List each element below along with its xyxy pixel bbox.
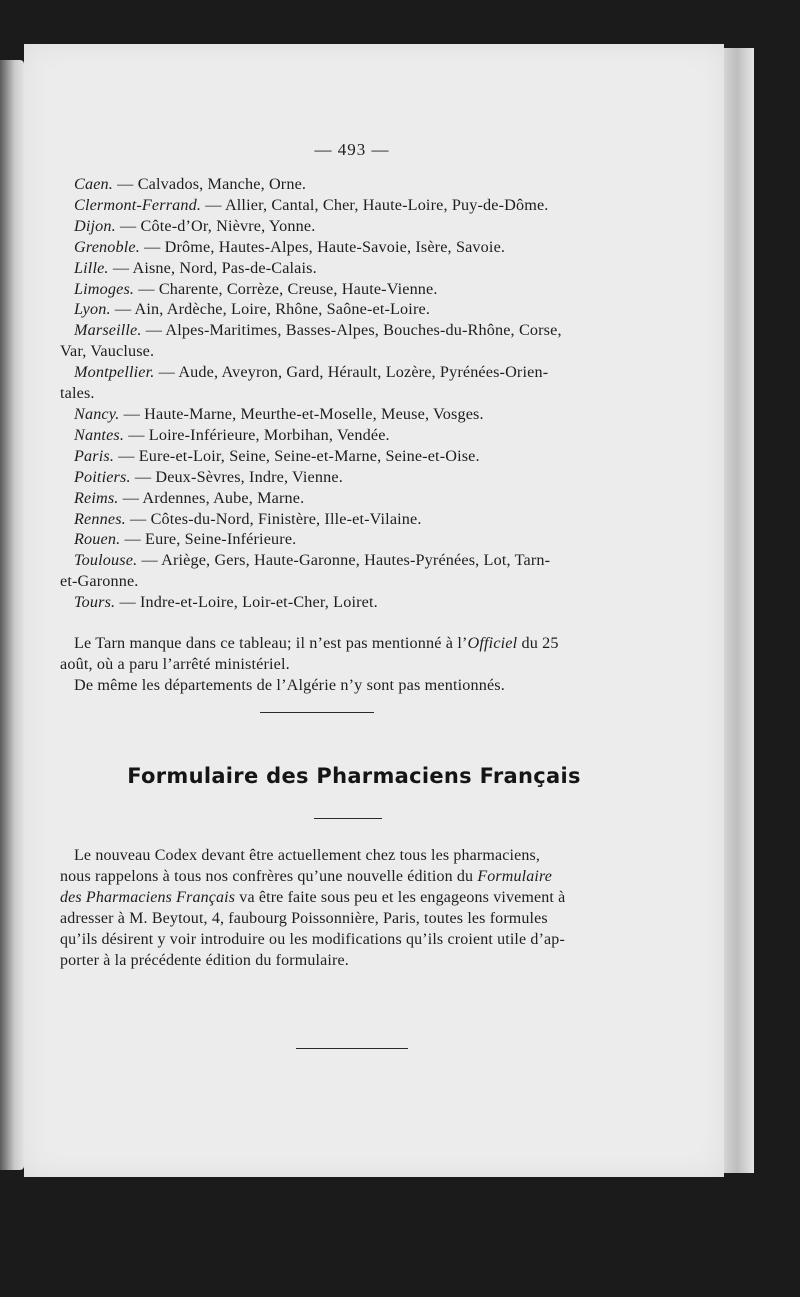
paragraph-line-5: qu’ils désirent y voir introduire ou les modifications qu’ils croient utile d’ap- xyxy=(60,930,565,948)
end-rule xyxy=(296,1048,408,1049)
district-entry xyxy=(60,550,660,571)
paragraph-line-6: porter à la précédente édition du formulaire. xyxy=(60,951,349,969)
district-city: Paris. xyxy=(74,446,115,465)
district-departments: — Haute-Marne, Meurthe-et-Moselle, Meuse, Vosges. xyxy=(119,404,484,423)
district-departments: — Drôme, Hautes-Alpes, Haute-Savoie, Isère, Savoie. xyxy=(139,237,506,256)
district-continuation: et-Garonne. xyxy=(60,572,139,591)
district-entry xyxy=(60,216,660,237)
district-entry xyxy=(60,467,660,488)
district-departments: — Charente, Corrèze, Creuse, Haute-Vienne. xyxy=(134,279,438,298)
district-city: Lille. xyxy=(74,258,109,277)
district-departments: — Ardennes, Aube, Marne. xyxy=(118,488,305,507)
district-city: Montpellier. xyxy=(74,363,155,382)
district-city: Toulouse. xyxy=(74,551,138,570)
district-city: Grenoble. xyxy=(74,237,140,256)
district-entry xyxy=(60,237,660,258)
district-entry xyxy=(60,425,660,446)
note-line-3: De même les départements de l’Algérie n’y sont pas mentionnés. xyxy=(74,675,505,694)
district-departments: — Calvados, Manche, Orne. xyxy=(112,175,307,193)
divider-rule xyxy=(260,712,374,713)
district-entry xyxy=(60,509,660,530)
district-list xyxy=(60,174,660,613)
district-entry xyxy=(60,320,660,341)
district-departments: — Eure, Seine-Inférieure. xyxy=(120,530,297,549)
district-entry xyxy=(60,299,660,320)
district-city: Tours. xyxy=(74,593,116,612)
note-line-2: août, où a paru l’arrêté ministériel. xyxy=(60,654,290,673)
district-departments: — Ain, Ardèche, Loire, Rhône, Saône-et-Loire. xyxy=(110,300,431,319)
district-entry xyxy=(60,446,660,467)
district-city: Nancy. xyxy=(74,404,120,423)
district-entry xyxy=(60,488,660,509)
district-entry xyxy=(60,258,660,279)
district-entry xyxy=(60,592,660,613)
page-number: — 493 — xyxy=(314,140,390,159)
paragraph-line-1: Le nouveau Codex devant être actuellement chez tous les pharmaciens, xyxy=(74,847,541,864)
paragraph-line-3: des Pharmaciens Français va être faite sous peu et les engageons vivement à xyxy=(60,888,566,906)
district-departments: — Indre-et-Loire, Loir-et-Cher, Loiret. xyxy=(115,593,378,612)
page-stack-edge xyxy=(720,48,754,1173)
district-entry xyxy=(60,362,660,383)
district-departments: — Eure-et-Loir, Seine, Seine-et-Marne, Seine-et-Oise. xyxy=(114,446,480,465)
section-title: Formulaire des Pharmaciens Français xyxy=(127,764,581,788)
district-city: Marseille. xyxy=(74,321,142,340)
district-city: Rouen. xyxy=(74,530,121,549)
paragraph-line-4: adresser à M. Beytout, 4, faubourg Poissonnière, Paris, toutes les formules xyxy=(60,909,548,927)
district-departments: — Côtes-du-Nord, Finistère, Ille-et-Vilaine. xyxy=(125,509,422,528)
district-city: Limoges. xyxy=(74,279,135,298)
note-line-1: Le Tarn manque dans ce tableau; il n’est pas mentionné à l’Officiel du 25 xyxy=(74,634,559,652)
note-paragraph xyxy=(60,633,660,696)
district-city: Poitiers. xyxy=(74,467,131,486)
district-city: Clermont-Ferrand. xyxy=(74,195,202,214)
district-city: Nantes. xyxy=(74,425,125,444)
district-departments: — Alpes-Maritimes, Basses-Alpes, Bouches-du-Rhône, Corse, xyxy=(141,321,562,340)
district-departments: — Côte-d’Or, Nièvre, Yonne. xyxy=(115,216,316,235)
facing-page-edge xyxy=(0,60,24,1170)
district-entry xyxy=(60,529,660,550)
district-departments: — Ariège, Gers, Haute-Garonne, Hautes-Pyrénées, Lot, Tarn- xyxy=(137,551,551,570)
district-city: Caen. xyxy=(74,175,113,193)
district-departments: — Loire-Inférieure, Morbihan, Vendée. xyxy=(124,425,390,444)
paragraph-line-2: nous rappelons à tous nos confrères qu’une nouvelle édition du Formulaire xyxy=(60,867,553,885)
district-entry xyxy=(60,174,660,195)
district-entry xyxy=(60,195,660,216)
district-departments: — Deux-Sèvres, Indre, Vienne. xyxy=(130,467,343,486)
district-entry xyxy=(60,279,660,300)
body-paragraph xyxy=(60,846,660,971)
district-departments: — Aude, Aveyron, Gard, Hérault, Lozère, Pyrénées-Orien- xyxy=(154,363,549,382)
district-city: Dijon. xyxy=(74,216,116,235)
district-continuation: tales. xyxy=(60,384,95,403)
district-entry xyxy=(60,404,660,425)
book-page xyxy=(24,44,724,1177)
district-city: Lyon. xyxy=(74,300,111,319)
district-continuation: Var, Vaucluse. xyxy=(60,342,155,361)
district-departments: — Aisne, Nord, Pas-de-Calais. xyxy=(108,258,317,277)
district-departments: — Allier, Cantal, Cher, Haute-Loire, Puy-de-Dôme. xyxy=(201,195,549,214)
district-city: Reims. xyxy=(74,488,119,507)
title-underline xyxy=(314,818,382,819)
district-city: Rennes. xyxy=(74,509,126,528)
